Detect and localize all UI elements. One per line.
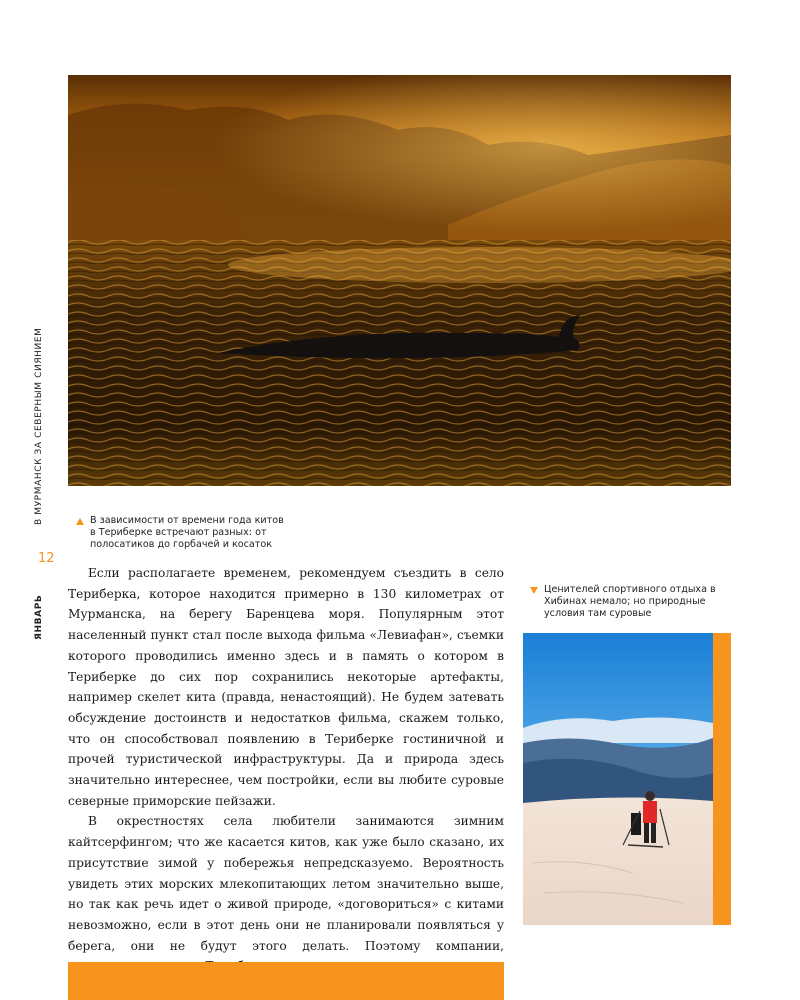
- whale-photo: [68, 75, 731, 486]
- ski-caption-text: Ценителей спортивного отдыха в Хибинах немало; но природные условия там суровые: [544, 584, 716, 619]
- section-label: В МУРМАНСК ЗА СЕВЕРНЫМ СИЯНИЕМ: [34, 327, 44, 525]
- whale-caption-text: В зависимости от времени года китов в Териберке встречают разных: от полосатиков до горбачей и косаток: [90, 515, 284, 550]
- ski-photo-caption: [544, 584, 724, 620]
- month-label: ЯНВАРЬ: [34, 594, 44, 640]
- whale-photo-caption: [90, 515, 290, 551]
- triangle-down-icon: [530, 587, 538, 594]
- triangle-up-icon: [76, 518, 84, 525]
- paragraph: В окрестностях села любители занимаются зимним кайтсерфингом; что же касается китов, как уже было сказано, их присутствие зимой у побережья непредсказуемо. Вероятность увидеть этих морских млекопитающих летом значительно выше, но так как речь идет о живой природе, «договориться» с китами невозможно, если в этот день они не планировали появляться у берега, они не будут этого делать. Поэтому компании,: [68, 814, 504, 953]
- paragraph: Если располагаете временем, рекомендуем съездить в село Териберка, которое находится примерно в 130 километрах от Мурманска, на берегу Баренцева моря. Популярным этот населенный пункт стал после выхода фильма «Левиафан», съемки которого проводились именно здесь и в память о котором в Териберке до сих пор сохранились некоторые артефакты, например скелет кита (правда, ненастоящий). Не будем затевать обсуждение достоинств и недостатков фильма, скажем только, что он способствовал появлению в Териберке гостиничной и прочей туристической инфраструктуры. Да и природа здесь значительно интереснее, чем постройки, если вы любите суровые северные приморские пейзажи.: [68, 566, 504, 808]
- ski-photo: [523, 633, 713, 925]
- orange-footer-bar: [68, 962, 504, 1000]
- orange-accent-strip: [713, 633, 731, 925]
- page-number: 12: [38, 551, 55, 566]
- side-running-head: [32, 270, 46, 640]
- article-body: [68, 563, 504, 998]
